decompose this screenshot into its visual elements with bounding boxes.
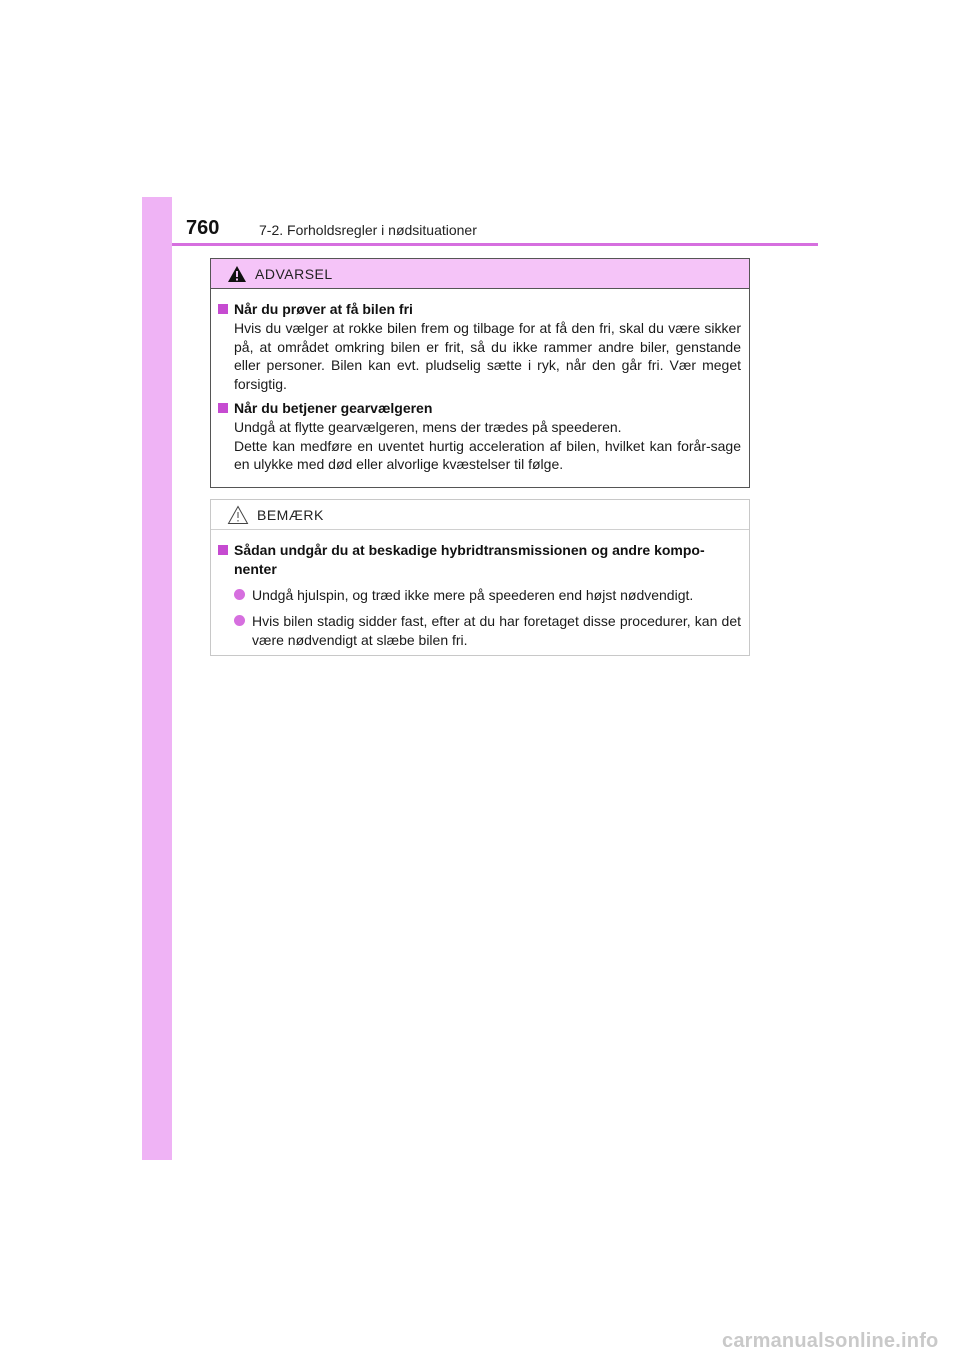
warning-triangle-icon (227, 265, 247, 283)
warning-item-text-line: Undgå at flytte gearvælgeren, mens der trædes på speederen. (234, 419, 622, 435)
square-bullet-icon (218, 304, 228, 314)
warning-item-heading: Når du betjener gearvælgeren (218, 399, 741, 418)
square-bullet-icon (218, 545, 228, 555)
side-color-band (142, 197, 172, 1160)
notice-heading: Sådan undgår du at beskadige hybridtransmissionen og andre kompo-nenter (218, 541, 741, 579)
section-title: 7-2. Forholdsregler i nødsituationer (259, 222, 477, 238)
warning-item-text: Hvis du vælger at rokke bilen frem og tilbage for at få den fri, skal du være sikker på, at området omkring bilen er frit, så du ikke rammer andre biler, genstande eller personer. Bilen kan evt. pludselig sætte i ryk, når den går fri. Vær meget forsigtig. (234, 320, 741, 392)
warning-item-heading: Når du prøver at få bilen fri (218, 300, 741, 319)
notice-box (210, 499, 750, 656)
square-bullet-icon (218, 403, 228, 413)
notice-label: BEMÆRK (257, 506, 324, 523)
warning-header (211, 259, 749, 289)
notice-bullet-item: Undgå hjulspin, og træd ikke mere på speederen end højst nødvendigt. (218, 586, 741, 605)
caution-outline-triangle-icon (227, 505, 249, 525)
header-rule (172, 243, 818, 246)
warning-item (218, 399, 741, 474)
warning-label: ADVARSEL (255, 265, 333, 282)
page-number: 760 (186, 217, 220, 239)
notice-header (211, 500, 749, 530)
watermark: carmanualsonline.info (722, 1330, 939, 1352)
round-bullet-icon (234, 615, 245, 626)
warning-item-text-line: Dette kan medføre en uventet hurtig acceleration af bilen, hvilket kan forår-sage en ulykke med død eller alvorlige kvæstelser til følge. (234, 437, 741, 472)
round-bullet-icon (234, 589, 245, 600)
warning-item (218, 300, 741, 393)
notice-bullet-item: Hvis bilen stadig sidder fast, efter at du har foretaget disse procedurer, kan det være nødvendigt at slæbe bilen fri. (218, 612, 741, 650)
warning-box (210, 258, 750, 488)
